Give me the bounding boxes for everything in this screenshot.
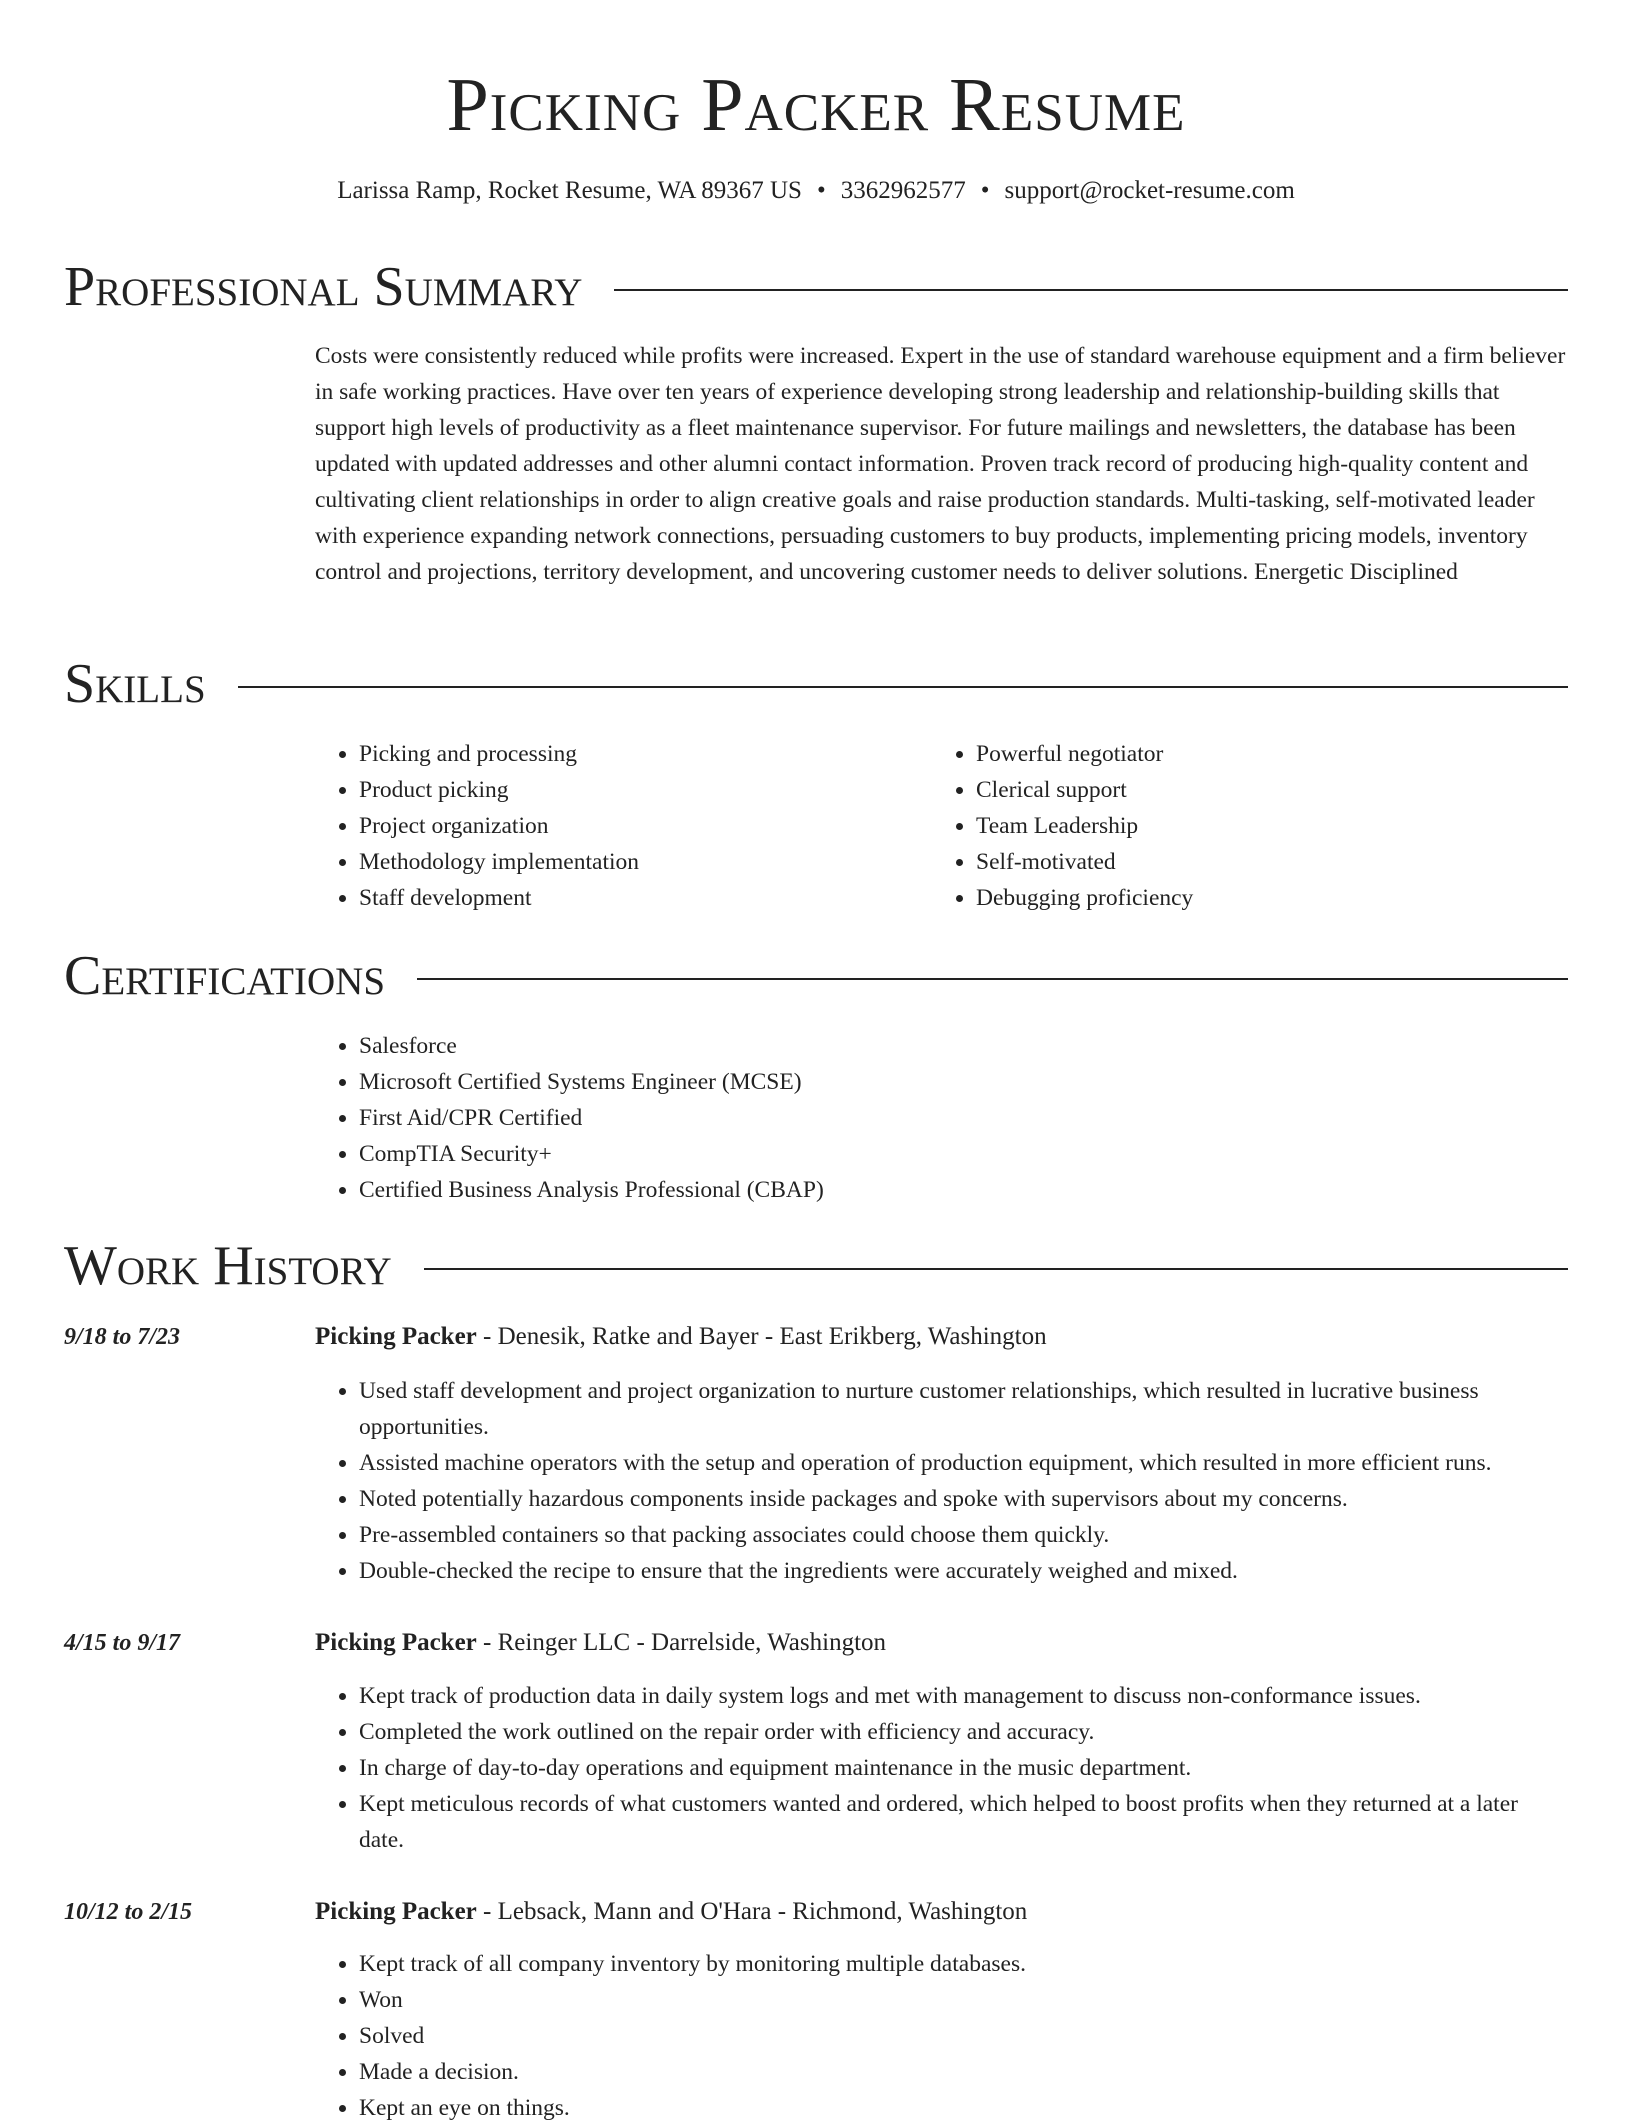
job-duty: • In charge of day-to-day operations and equipment maintenance in the music department.: [359, 1750, 1568, 1786]
job-duty: • Kept meticulous records of what customers wanted and ordered, which helped to boost profits when they returned at a later date.: [359, 1786, 1568, 1858]
skill-item: • Team Leadership: [976, 808, 1492, 844]
job-duties: [315, 1946, 1568, 2126]
skills-column-right: [932, 736, 1492, 916]
contact-address: Larissa Ramp, Rocket Resume, WA 89367 US: [337, 177, 802, 204]
skill-item: • Self-motivated: [976, 844, 1492, 880]
certification-item: • Microsoft Certified Systems Engineer (MCSE): [359, 1064, 1568, 1100]
job-duty: • Kept track of production data in daily system logs and met with management to discuss non-conformance issues.: [359, 1678, 1568, 1714]
job-duty: • Made a decision.: [359, 2054, 1568, 2090]
job-title: Picking Packer: [315, 1898, 477, 1925]
job-duties: [315, 1678, 1568, 1858]
job-dates: 10/12 to 2/15: [64, 1899, 193, 1925]
skills-list-right: [932, 736, 1492, 916]
job-duty: • Completed the work outlined on the repair order with efficiency and accuracy.: [359, 1714, 1568, 1750]
section-divider: [417, 978, 1568, 980]
summary-heading: Professional Summary: [64, 256, 583, 318]
job-duty: • Noted potentially hazardous components inside packages and spoke with supervisors about my concerns.: [359, 1481, 1568, 1517]
job-duty: • Assisted machine operators with the setup and operation of production equipment, which resulted in more efficient runs.: [359, 1445, 1568, 1481]
certifications-section-header: [64, 944, 1568, 1008]
summary-text: Costs were consistently reduced while profits were increased. Expert in the use of standard warehouse equipment and a firm believer in safe working practices. Have over ten years of experience developing strong leadership and relationship-building skills that support high levels of productivity as a fleet maintenance supervisor. For future mailings and newsletters, the database has been updated with updated addresses and other alumni contact information. Proven track record of producing high-quality content and cultivating client relationships in order to align creative goals and raise production standards. Multi-tasking, self-motivated leader with experience expanding network connections, persuading customers to buy products, implementing pricing models, inventory control and projections, territory development, and uncovering customer needs to deliver solutions. Energetic Disciplined: [315, 343, 1566, 585]
certification-item: • CompTIA Security+: [359, 1136, 1568, 1172]
page-title: Picking Packer Resume: [446, 63, 1186, 147]
skills-heading: Skills: [64, 653, 206, 715]
job-duty: • Solved: [359, 2018, 1568, 2054]
skill-item: • Product picking: [359, 772, 875, 808]
skill-item: • Powerful negotiator: [976, 736, 1492, 772]
contact-line: [0, 174, 1632, 208]
skills-list-left: [315, 736, 875, 916]
certifications-heading: Certifications: [64, 945, 386, 1007]
contact-email: support@rocket-resume.com: [1004, 177, 1295, 204]
skills-section-header: [64, 652, 1568, 716]
job-duty: • Kept track of all company inventory by monitoring multiple databases.: [359, 1946, 1568, 1982]
skill-item: • Project organization: [359, 808, 875, 844]
section-divider: [238, 686, 1568, 688]
job-duty: • Used staff development and project organization to nurture customer relationships, which resulted in lucrative business opportunities.: [359, 1373, 1568, 1445]
skill-item: • Debugging proficiency: [976, 880, 1492, 916]
job-duties: [315, 1373, 1568, 1589]
job-heading: [315, 1625, 1568, 1661]
job-duties-list: [315, 1946, 1568, 2126]
contact-separator: •: [816, 177, 826, 204]
skills-column-left: [315, 736, 875, 916]
job-duty: • Pre-assembled containers so that packing associates could choose them quickly.: [359, 1517, 1568, 1553]
section-divider: [614, 289, 1568, 291]
skill-item: • Staff development: [359, 880, 875, 916]
job-dates: 4/15 to 9/17: [64, 1630, 181, 1656]
job-duty: • Kept an eye on things.: [359, 2090, 1568, 2126]
certification-item: • First Aid/CPR Certified: [359, 1100, 1568, 1136]
job-employer: - Reinger LLC - Darrelside, Washington: [476, 1629, 887, 1656]
job-duty: • Won: [359, 1982, 1568, 2018]
summary-section-header: [64, 255, 1568, 319]
job-heading: [315, 1319, 1568, 1355]
certifications-list: [315, 1028, 1568, 1208]
contact-separator: •: [980, 177, 990, 204]
section-divider: [424, 1268, 1568, 1270]
job-duties-list: [315, 1373, 1568, 1589]
job-duty: • Double-checked the recipe to ensure that the ingredients were accurately weighed and mixed.: [359, 1553, 1568, 1589]
work-history-section-header: [64, 1234, 1568, 1298]
job-title: Picking Packer: [315, 1323, 477, 1350]
job-dates: 9/18 to 7/23: [64, 1324, 181, 1350]
certifications-block: [315, 1028, 1568, 1208]
job-employer: - Denesik, Ratke and Bayer - East Erikberg, Washington: [476, 1323, 1047, 1350]
job-heading: [315, 1894, 1568, 1930]
job-employer: - Lebsack, Mann and O'Hara - Richmond, Washington: [476, 1898, 1028, 1925]
skill-item: • Picking and processing: [359, 736, 875, 772]
certification-item: • Salesforce: [359, 1028, 1568, 1064]
skill-item: • Methodology implementation: [359, 844, 875, 880]
job-title: Picking Packer: [315, 1629, 477, 1656]
certification-item: • Certified Business Analysis Professional (CBAP): [359, 1172, 1568, 1208]
skill-item: • Clerical support: [976, 772, 1492, 808]
job-duties-list: [315, 1678, 1568, 1858]
contact-phone: 3362962577: [840, 177, 966, 204]
work-history-heading: Work History: [64, 1235, 392, 1297]
